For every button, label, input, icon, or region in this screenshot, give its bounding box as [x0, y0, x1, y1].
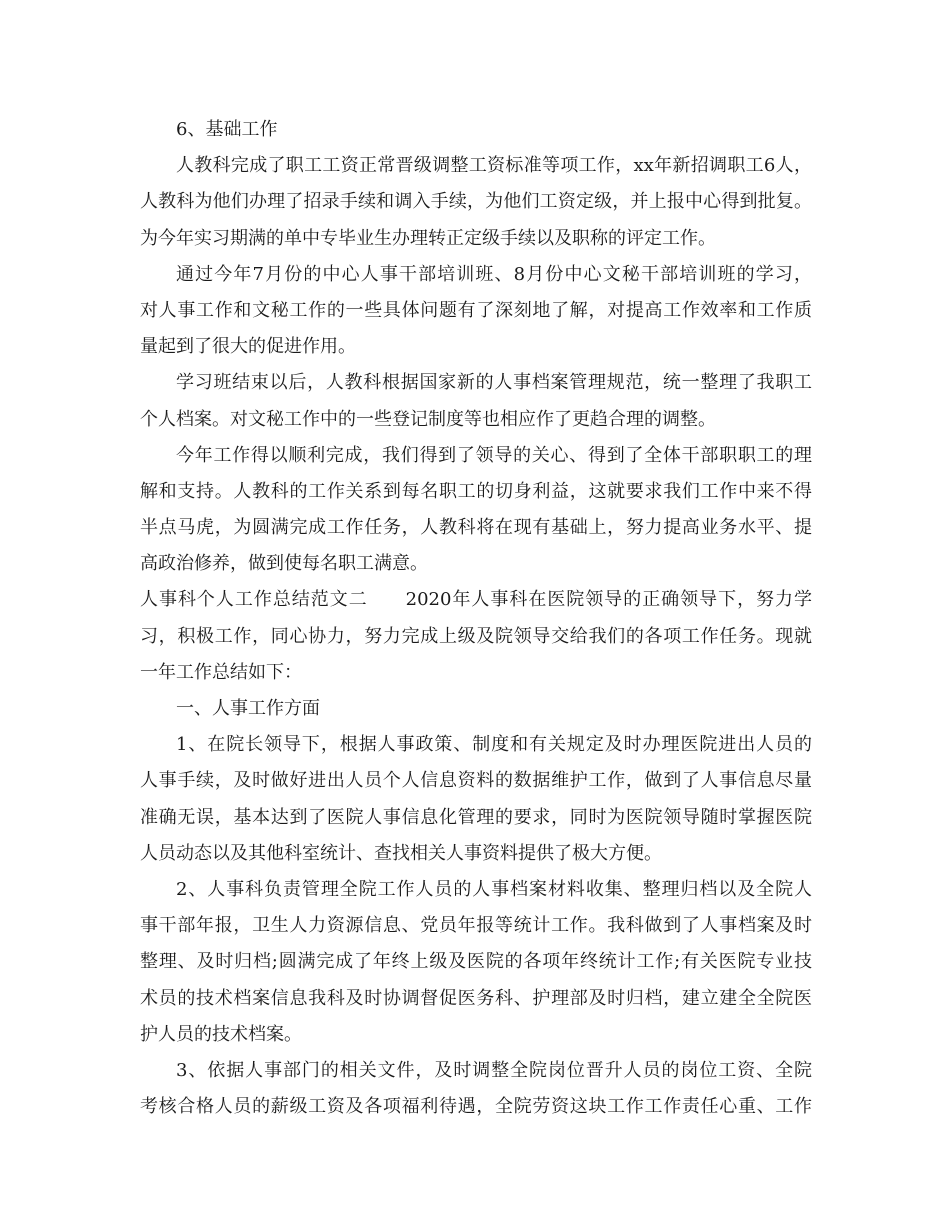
text-line: 习，积极工作，同心协力，努力完成上级及院领导交给我们的各项工作任务。现就	[140, 625, 812, 647]
text-line: 对人事工作和文秘工作的一些具体问题有了深刻地了解，对提高工作效率和工作质	[140, 299, 812, 321]
text-line: 人事科个人工作总结范文二 2020年人事科在医院领导的正确领导下，努力学	[140, 589, 812, 611]
text-line: 解和支持。人教科的工作关系到每名职工的切身利益，这就要求我们工作中来不得	[140, 480, 812, 502]
text-line: 量起到了很大的促进作用。	[140, 336, 356, 358]
text-line: 一、人事工作方面	[176, 698, 320, 719]
text-line: 6、基础工作	[176, 119, 278, 140]
text-line: 准确无误，基本达到了医院人事信息化管理的要求，同时为医院领导随时掌握医院	[140, 806, 812, 828]
document-body	[140, 112, 812, 1125]
text-line: 一年工作总结如下：	[140, 661, 302, 683]
text-line: 人教科完成了职工工资正常晋级调整工资标准等项工作，xx年新招调职工6人，	[176, 155, 812, 177]
text-line: 人员动态以及其他科室统计、查找相关人事资料提供了极大方便。	[140, 842, 662, 864]
text-line: 人事手续，及时做好进出人员个人信息资料的数据维护工作，做到了人事信息尽量	[140, 770, 812, 792]
text-line: 为今年实习期满的单中专毕业生办理转正定级手续以及职称的评定工作。	[140, 227, 716, 249]
text-line: 半点马虎，为圆满完成工作任务，人教科将在现有基础上，努力提高业务水平、提	[140, 517, 812, 539]
text-line: 2、人事科负责管理全院工作人员的人事档案材料收集、整理归档以及全院人	[176, 878, 812, 900]
text-line: 整理、及时归档;圆满完成了年终上级及医院的各项年终统计工作;有关医院专业技	[140, 951, 812, 973]
text-line: 1、在院长领导下，根据人事政策、制度和有关规定及时办理医院进出人员的	[176, 734, 812, 756]
text-line: 今年工作得以顺利完成，我们得到了领导的关心、得到了全体干部职职工的理	[176, 444, 812, 466]
text-line: 术员的技术档案信息我科及时协调督促医务科、护理部及时归档，建立建全全院医	[140, 987, 812, 1009]
text-line: 个人档案。对文秘工作中的一些登记制度等也相应作了更趋合理的调整。	[140, 408, 716, 430]
text-line: 3、依据人事部门的相关文件，及时调整全院岗位晋升人员的岗位工资、全院	[176, 1059, 812, 1081]
text-line: 事干部年报，卫生人力资源信息、党员年报等统计工作。我科做到了人事档案及时	[140, 915, 812, 937]
text-line: 学习班结束以后，人教科根据国家新的人事档案管理规范，统一整理了我职工	[176, 372, 812, 394]
text-line: 高政治修养，做到使每名职工满意。	[140, 553, 428, 575]
text-line: 通过今年7月份的中心人事干部培训班、8月份中心文秘干部培训班的学习，	[176, 263, 812, 285]
text-line: 人教科为他们办理了招录手续和调入手续，为他们工资定级，并上报中心得到批复。	[140, 191, 812, 213]
text-line: 考核合格人员的薪级工资及各项福利待遇，全院劳资这块工作工作责任心重、工作	[140, 1096, 812, 1118]
text-line: 护人员的技术档案。	[140, 1023, 302, 1045]
